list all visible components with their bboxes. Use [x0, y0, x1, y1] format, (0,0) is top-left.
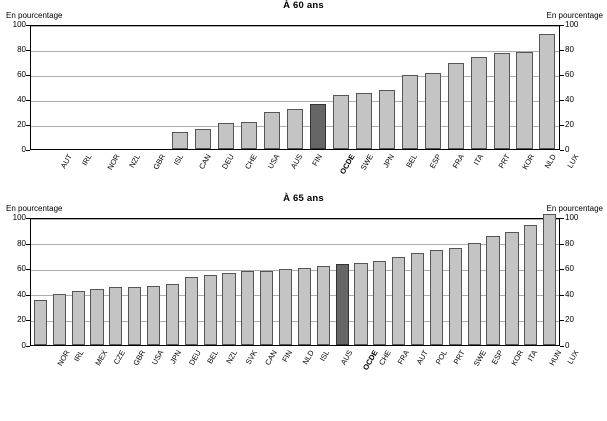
bar [317, 266, 330, 345]
bar-slot [295, 219, 314, 345]
bar [333, 95, 349, 149]
bar [218, 123, 234, 149]
bar-slot [375, 26, 398, 149]
x-tick-label: PRT [496, 152, 512, 170]
bar [449, 248, 462, 345]
bar [468, 243, 481, 345]
plot-wrap-65 [0, 213, 607, 391]
x-tick-label: NZL [224, 348, 240, 366]
bar-slot [163, 219, 182, 345]
x-tick-label: BEL [205, 348, 221, 366]
axis-label-row-60 [0, 11, 607, 23]
y-tickmark [560, 244, 564, 245]
bar-slot [389, 219, 408, 345]
bar [279, 269, 292, 345]
bar-slot [123, 26, 146, 149]
y-tickmark [26, 320, 30, 321]
bar [195, 129, 211, 149]
chart-panel-age-60 [0, 0, 607, 193]
bar-series-60 [31, 26, 559, 149]
y-tick-label-right: 60 [565, 70, 574, 79]
bar-slot [100, 26, 123, 149]
y-axis-label-right-65: En pourcentage [546, 204, 603, 213]
bar-slot [314, 219, 333, 345]
bar-slot [69, 219, 88, 345]
bar [471, 57, 487, 150]
bar-slot [238, 219, 257, 345]
bar-slot [333, 219, 352, 345]
y-tick-label-left: 0 [21, 145, 26, 154]
bar-slot [220, 219, 239, 345]
x-tick-label: OCDE [338, 152, 358, 176]
x-tick-label: AUS [289, 152, 305, 171]
bar [373, 261, 386, 345]
y-tickmark [26, 150, 30, 151]
bar-slot [370, 219, 389, 345]
bar [539, 34, 555, 149]
bar [222, 273, 235, 345]
x-tick-label: FRA [450, 152, 466, 170]
y-tick-label-left: 0 [21, 341, 26, 350]
bar-slot [261, 26, 284, 149]
x-tick-label: SWE [472, 348, 489, 368]
bar-slot [427, 219, 446, 345]
x-tick-label: SWE [359, 152, 376, 172]
bar [204, 275, 217, 345]
y-tick-label-right: 100 [565, 213, 579, 222]
plot-area-65 [30, 218, 560, 346]
y-tick-label-right: 20 [565, 120, 574, 129]
bar [543, 214, 556, 345]
bar-slot [50, 219, 69, 345]
axis-label-row-65 [0, 204, 607, 216]
x-tick-label: ISL [317, 348, 332, 363]
x-tick-label: LUX [565, 348, 581, 366]
bar-slot [484, 219, 503, 345]
bar-slot [352, 219, 371, 345]
bar [516, 52, 532, 150]
y-tickmark [26, 75, 30, 76]
y-tick-label-left: 100 [12, 213, 26, 222]
bar [411, 253, 424, 345]
bar [185, 277, 198, 345]
bar [90, 289, 103, 345]
x-tick-label: CHE [243, 152, 260, 171]
bar-slot [146, 26, 169, 149]
x-tick-label: USA [149, 348, 165, 367]
x-tick-label: ISL [171, 152, 186, 167]
y-tickmark [26, 269, 30, 270]
x-tick-label: IRL [79, 152, 94, 168]
bar-slot [238, 26, 261, 149]
y-tickmark [26, 295, 30, 296]
x-tick-label: NOR [55, 348, 72, 368]
bar [298, 268, 311, 345]
y-tickmark [26, 125, 30, 126]
y-tick-label-left: 80 [17, 45, 26, 54]
x-tick-label: FRA [395, 348, 411, 366]
bar [241, 122, 257, 150]
plot-wrap-60 [0, 20, 607, 193]
bar-slot [536, 26, 559, 149]
bar [448, 63, 464, 149]
x-tick-label: NLD [300, 348, 316, 367]
y-tick-label-right: 60 [565, 264, 574, 274]
x-tick-label: GBR [130, 348, 147, 368]
bar [430, 250, 443, 345]
bar [425, 73, 441, 149]
bar [486, 236, 499, 345]
x-tick-label: CAN [197, 152, 213, 171]
y-tick-label-left: 20 [17, 315, 26, 325]
y-axis-label-left-60: En pourcentage [6, 11, 63, 20]
x-tick-label: CZE [111, 348, 127, 366]
bar-slot [125, 219, 144, 345]
y-tickmark [26, 50, 30, 51]
x-tick-label: ITA [471, 152, 485, 167]
bar [172, 132, 188, 150]
x-tick-label: NZL [127, 152, 143, 170]
bar-slot [306, 26, 329, 149]
x-tick-label: NOR [105, 152, 122, 172]
bar-slot [467, 26, 490, 149]
bar-slot [283, 26, 306, 149]
y-tickmark [26, 218, 30, 219]
bar [402, 75, 418, 149]
y-tick-label-right: 0 [565, 145, 570, 154]
bar-slot [540, 219, 559, 345]
bar [356, 93, 372, 149]
y-tick-label-right: 20 [565, 315, 574, 325]
x-tick-label: HUN [547, 348, 564, 368]
y-tick-label-right: 100 [565, 20, 579, 29]
bar-series-65 [31, 219, 559, 345]
y-tick-label-left: 100 [12, 20, 26, 29]
bar-slot [257, 219, 276, 345]
y-tick-label-right: 80 [565, 45, 574, 54]
bar-slot [192, 26, 215, 149]
bar [336, 264, 349, 345]
x-tick-label: GBR [151, 152, 168, 172]
bar [287, 109, 303, 149]
chart-title-65: À 65 ans [283, 193, 324, 204]
bar-slot [465, 219, 484, 345]
x-tick-label: SVK [243, 348, 260, 367]
bar-slot [502, 219, 521, 345]
bar [72, 291, 85, 345]
bar-slot [444, 26, 467, 149]
x-tick-label: ITA [525, 348, 540, 363]
bar [494, 53, 510, 149]
y-tickmark [560, 346, 564, 347]
x-tick-label: CHE [376, 348, 393, 367]
x-tick-label: KOR [509, 348, 526, 368]
bar [354, 263, 367, 345]
x-tick-label: POL [433, 348, 449, 367]
y-tick-label-left: 40 [17, 289, 26, 299]
bar-slot [352, 26, 375, 149]
y-axis-label-left-65: En pourcentage [6, 204, 63, 213]
bar [109, 287, 122, 345]
x-tick-label: ESP [427, 152, 443, 171]
y-tickmark [560, 269, 564, 270]
x-tick-label: MEX [93, 348, 110, 368]
y-tickmark [26, 346, 30, 347]
x-tick-label: FIN [280, 348, 295, 364]
y-tickmark [560, 218, 564, 219]
x-tick-label: CAN [263, 348, 279, 367]
y-tickmark [26, 244, 30, 245]
y-tick-label-left: 80 [17, 238, 26, 248]
y-tickmark [560, 75, 564, 76]
y-tick-label-right: 40 [565, 289, 574, 299]
bar [379, 90, 395, 149]
y-tick-label-left: 60 [17, 70, 26, 79]
bar-slot [446, 219, 465, 345]
chart-title-60: À 60 ans [283, 0, 324, 11]
plot-area-60 [30, 25, 560, 150]
x-tick-label: ESP [489, 348, 506, 367]
x-tick-label: LUX [565, 152, 581, 170]
bar-slot [215, 26, 238, 149]
bar-slot [398, 26, 421, 149]
bar [260, 271, 273, 345]
x-tick-label: DEU [187, 348, 204, 367]
bar [166, 284, 179, 345]
bar-slot [77, 26, 100, 149]
bar [128, 287, 141, 345]
bar [524, 225, 537, 345]
x-tick-label: DEU [220, 152, 236, 171]
bar [392, 257, 405, 345]
bar [505, 232, 518, 345]
y-tickmark [560, 50, 564, 51]
bar [53, 294, 66, 345]
bar-slot [408, 219, 427, 345]
y-tickmark [560, 320, 564, 321]
x-tick-label: OCDE [360, 348, 380, 372]
bar-slot [31, 26, 54, 149]
bar [147, 286, 160, 345]
x-tick-label: JPN [167, 348, 183, 366]
bar-slot [106, 219, 125, 345]
bar-slot [521, 219, 540, 345]
x-tick-label: BEL [403, 152, 419, 170]
x-tick-label: JPN [380, 152, 396, 170]
bar-slot [88, 219, 107, 345]
y-tickmark [560, 150, 564, 151]
bar [241, 271, 254, 345]
y-tickmark [560, 295, 564, 296]
y-tick-label-right: 40 [565, 95, 574, 104]
bar-slot [513, 26, 536, 149]
y-tickmark [560, 100, 564, 101]
bar-slot [490, 26, 513, 149]
bar-slot [31, 219, 50, 345]
y-tickmark [26, 25, 30, 26]
bar-slot [329, 26, 352, 149]
x-tick-label: IRL [71, 348, 86, 364]
bar [34, 300, 47, 345]
y-tick-label-left: 20 [17, 120, 26, 129]
x-tick-label: USA [266, 152, 282, 171]
x-tick-label: AUS [338, 348, 355, 367]
y-tick-label-right: 0 [565, 341, 570, 350]
bar-slot [201, 219, 220, 345]
bar-slot [182, 219, 201, 345]
y-axis-label-right-60: En pourcentage [546, 11, 603, 20]
bar [310, 104, 326, 149]
bar [264, 112, 280, 150]
chart-panel-age-65 [0, 193, 607, 391]
y-tickmark [560, 25, 564, 26]
x-tick-label: AUT [58, 152, 74, 170]
bar-slot [421, 26, 444, 149]
bar-slot [169, 26, 192, 149]
y-tick-label-left: 60 [17, 264, 26, 274]
x-tick-label: AUT [414, 348, 430, 366]
y-tick-label-left: 40 [17, 95, 26, 104]
y-tickmark [26, 100, 30, 101]
bar-slot [276, 219, 295, 345]
bar-slot [54, 26, 77, 149]
x-tick-label: FIN [310, 152, 325, 168]
x-tick-label: PRT [452, 348, 468, 366]
x-tick-label: NLD [542, 152, 558, 171]
bar-slot [144, 219, 163, 345]
x-tick-label: KOR [520, 152, 536, 172]
y-tick-label-right: 80 [565, 238, 574, 248]
y-tickmark [560, 125, 564, 126]
